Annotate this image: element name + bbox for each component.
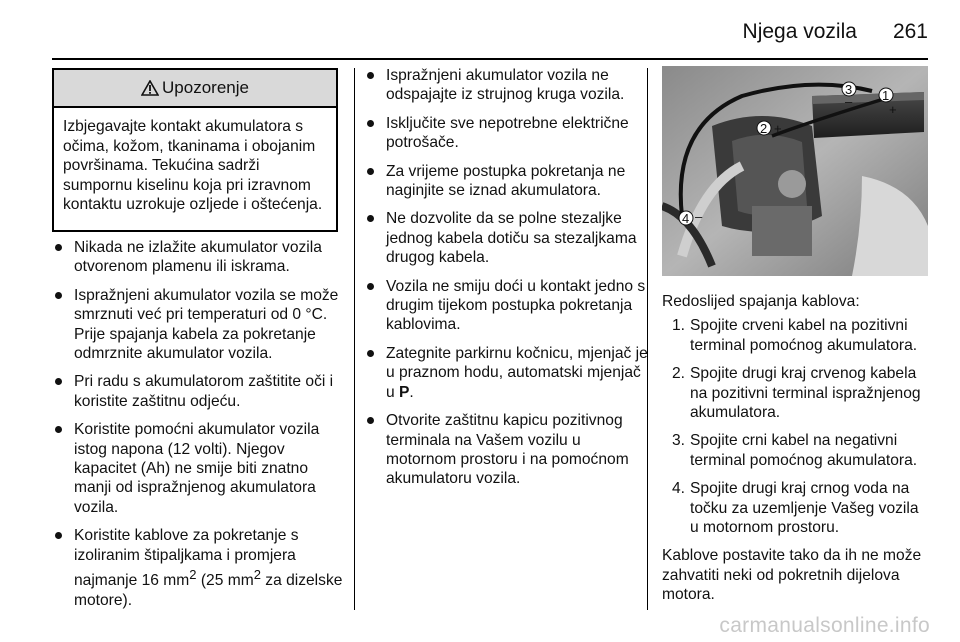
warning-box [52, 68, 338, 232]
svg-text:+: + [889, 102, 897, 117]
svg-text:+: + [774, 121, 782, 136]
warning-triangle-icon [141, 80, 159, 96]
list-item: Otvorite zaštitnu kapicu pozitivnog terminala na Vašem vozilu u motornom prostoru i na pomoćnom akumulatoru vozila. [364, 411, 648, 489]
list-item: Pri radu s akumulatorom zaštitite oči i koristite zaštitnu odjeću. [52, 372, 348, 411]
list-item: Ne dozvolite da se polne stezaljke jednog kabela dotiču sa stezaljkama drugog kabela. [364, 209, 648, 267]
watermark: carmanualsonline.info [719, 614, 930, 637]
svg-text:4: 4 [682, 211, 690, 226]
engine-bay-illustration [662, 66, 928, 276]
connection-sequence [662, 292, 930, 605]
bullet-icon [367, 417, 374, 424]
bullet-icon [55, 292, 62, 299]
engine-bay-photo [662, 66, 928, 276]
warning-title-text: Upozorenje [162, 78, 249, 97]
section-title: Njega vozila [742, 20, 857, 43]
list-item: 2. Spojite drugi kraj crvenog kabela na pozitivni terminal ispražnjenog akumulatora. [672, 365, 921, 422]
column2-list [364, 66, 648, 498]
bullet-icon [367, 350, 374, 357]
svg-text:3: 3 [845, 82, 853, 97]
column1-list [52, 238, 348, 619]
page-number: 261 [892, 20, 928, 43]
list-item: Vozila ne smiju doći u kontakt jedno s drugim tijekom postupka pokretanja kablovima. [364, 277, 648, 335]
list-item: 1. Spojite crveni kabel na pozitivni terminal pomoćnog akumulatora. [672, 317, 918, 354]
bullet-icon [367, 215, 374, 222]
sequence-steps [662, 316, 930, 537]
bullet-icon [55, 532, 62, 539]
column-divider-1 [354, 68, 355, 610]
header-rule [52, 58, 928, 60]
list-item: Zategnite parkirnu kočnicu, mjenjač je u praznom hodu, automatski mjenjač u P. [364, 344, 648, 402]
closing-note: Kablove postavite tako da ih ne može zahvatiti neki od pokretnih dijelova motora. [662, 547, 922, 604]
bullet-icon [55, 378, 62, 385]
bullet-icon [367, 72, 374, 79]
bullet-icon [367, 168, 374, 175]
list-item: Koristite kablove za pokretanje s izoliranim štipaljkama i promjera najmanje 16 $mm^2$ (25 $mm^2$ za dizelske motore). [52, 526, 348, 610]
list-item: Za vrijeme postupka pokretanja ne naginjite se iznad akumulatora. [364, 162, 648, 201]
sequence-lead: Redoslijed spajanja kablova: [662, 293, 860, 310]
bullet-icon [55, 244, 62, 251]
list-item: Ispražnjeni akumulator vozila ne odspajajte iz strujnog kruga vozila. [364, 66, 648, 105]
warning-title [54, 70, 336, 108]
svg-text:1: 1 [882, 88, 890, 103]
list-item: Nikada ne izlažite akumulator vozila otvorenom plamenu ili iskrama. [52, 238, 348, 277]
svg-text:–: – [695, 209, 703, 224]
list-item: 4. Spojite drugi kraj crnog voda na točku za uzemljenje Vašeg vozila u motornom prostoru. [672, 480, 919, 537]
list-item: 3. Spojite crni kabel na negativni terminal pomoćnog akumulatora. [672, 432, 918, 469]
bullet-icon [367, 283, 374, 290]
bullet-icon [55, 426, 62, 433]
list-item: Koristite pomoćni akumulator vozila istog napona (12 volti). Njegov kapacitet (Ah) ne smije biti znatno manji od ispražnjenog akumulatora vozila. [52, 420, 348, 517]
bullet-icon [367, 120, 374, 127]
warning-text: Izbjegavajte kontakt akumulatora s očima, kožom, tkaninama i obojanim površinama. Tekućina sadrži sumpornu kiselinu koja pri izravnom kontaktu uzrokuje ozljede i oštećenja. [63, 118, 323, 214]
page-header [0, 20, 928, 50]
svg-text:–: – [845, 94, 853, 109]
list-item: Ispražnjeni akumulator vozila se može smrznuti već pri temperaturi od 0 °C. Prije spajanja kabela za pokretanje odmrznite akumulator vozila. [52, 286, 348, 364]
list-item: Isključite sve nepotrebne električne potrošače. [364, 114, 648, 153]
svg-text:2: 2 [760, 121, 768, 136]
